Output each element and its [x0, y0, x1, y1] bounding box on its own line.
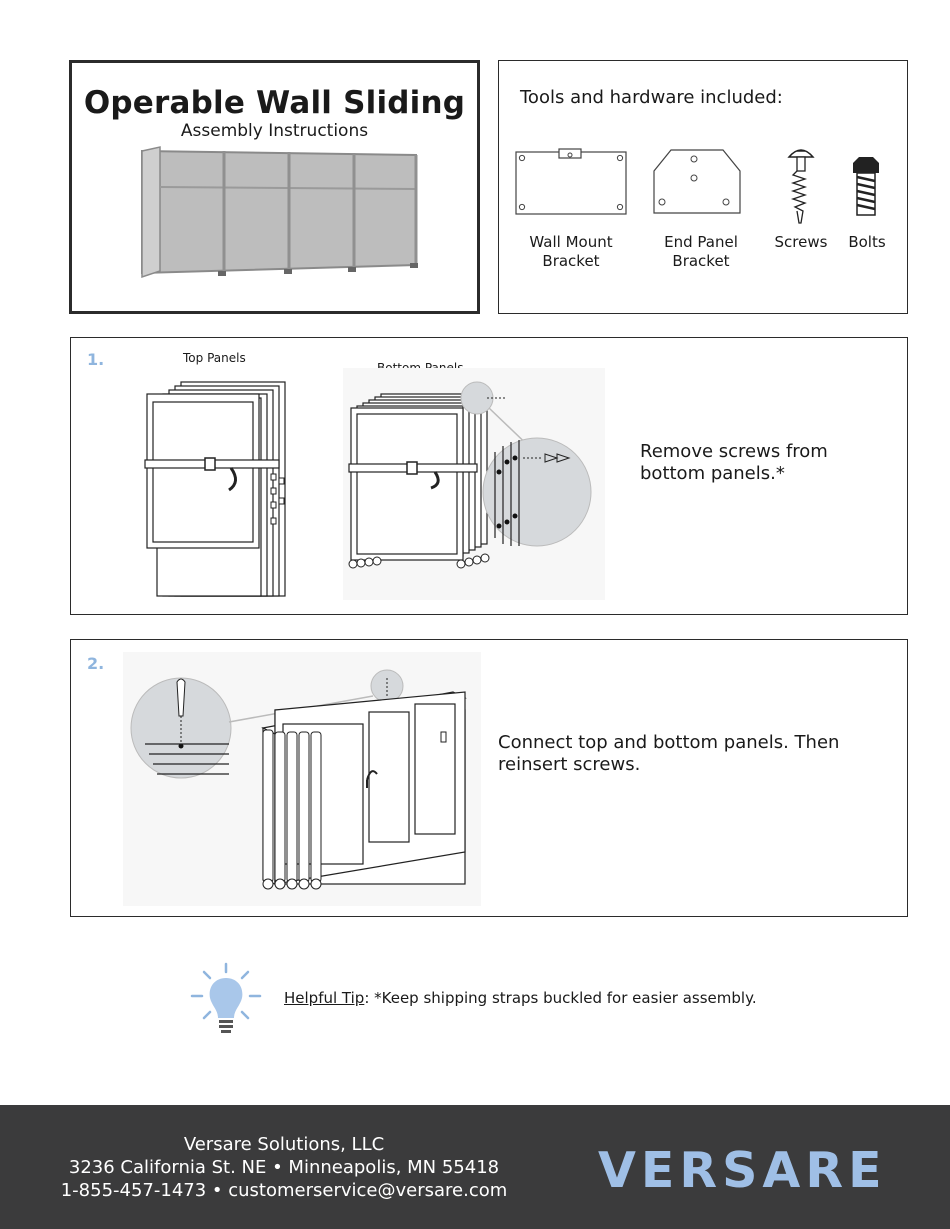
step-1-number: 1.	[87, 350, 105, 369]
footer-address: 3236 California St. NE • Minneapolis, MN 55418	[68, 1157, 500, 1178]
tool-label-bolts: Bolts	[848, 233, 886, 251]
step-1-instruction: Remove screws from bottom panels.*	[640, 441, 828, 484]
connect-panels-illustration	[123, 652, 481, 906]
step-2-instruction: Connect top and bottom panels. Then reinsert screws.	[498, 732, 840, 775]
lightbulb-icon	[190, 962, 262, 1038]
document-subtitle: Assembly Instructions	[180, 121, 369, 141]
tool-label-screws: Screws	[774, 233, 828, 251]
step-2-box	[70, 639, 908, 917]
tool-label-wall-mount: Wall Mount Bracket	[529, 233, 613, 270]
wall-mount-bracket-icon	[515, 149, 627, 215]
tools-heading: Tools and hardware included:	[520, 87, 783, 108]
document-title: Operable Wall Sliding	[83, 85, 466, 121]
versare-logo: VERSARE	[598, 1142, 887, 1199]
helpful-tip	[284, 989, 757, 1007]
step-2-number: 2.	[87, 654, 105, 673]
tools-box	[498, 60, 908, 314]
end-panel-bracket-icon	[653, 149, 741, 215]
step-1-box	[70, 337, 908, 615]
tool-label-end-panel: End Panel Bracket	[664, 233, 738, 270]
tip-text: : *Keep shipping straps buckled for easier assembly.	[364, 989, 757, 1007]
footer-contact: 1-855-457-1473 • customerservice@versare.com	[60, 1180, 508, 1201]
bottom-panels-illustration	[343, 368, 605, 600]
screw-icon	[787, 145, 815, 227]
top-panels-illustration	[145, 378, 289, 598]
operable-wall-illustration	[134, 147, 424, 279]
footer-company: Versare Solutions, LLC	[183, 1134, 385, 1155]
bolt-icon	[851, 157, 881, 217]
title-box	[69, 60, 480, 314]
tip-label: Helpful Tip	[284, 989, 365, 1007]
top-panels-label: Top Panels	[183, 351, 246, 365]
